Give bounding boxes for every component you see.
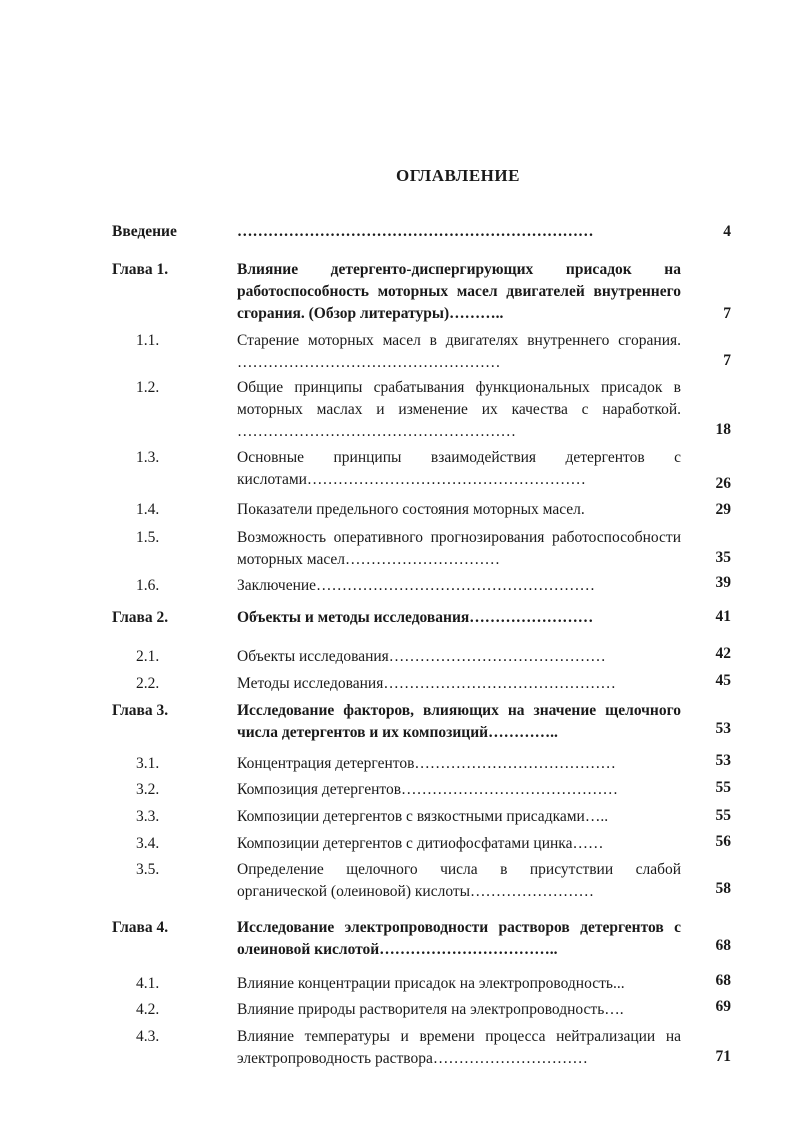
- toc-entry-page: 68: [715, 972, 731, 989]
- toc-entry-page: 18: [715, 421, 731, 438]
- toc-entry-text: ……………………………………………………………: [237, 223, 594, 240]
- toc-entry-page: 35: [715, 549, 731, 566]
- toc-entry-number: 1.5.: [136, 529, 160, 546]
- toc-entry-text: Определение щелочного числа в присутствии слабой органической (олеиновой) кислоты……………………: [237, 861, 681, 900]
- toc-entry-text: Исследование электропроводности растворов детергентов с олеиновой кислотой……………………………..: [237, 919, 681, 958]
- toc-entry-page: 29: [715, 501, 731, 518]
- toc-entry-number: Глава 2.: [112, 609, 169, 626]
- toc-entry-page: 41: [715, 608, 731, 625]
- toc-entry-text: Композиции детергентов с дитиофосфатами цинка……: [237, 835, 604, 852]
- toc-entry-page: 55: [715, 807, 731, 824]
- toc-entry-text: Общие принципы срабатывания функциональных присадок в моторных маслах и изменение их качества с наработкой. ………………………………………………: [237, 379, 681, 440]
- toc-entry-page: 53: [715, 752, 731, 769]
- toc-entry-number: 4.3.: [136, 1028, 160, 1045]
- toc-entry-page: 53: [715, 720, 731, 737]
- toc-entry-number: 3.4.: [136, 835, 160, 852]
- toc-entry-page: 42: [715, 645, 731, 662]
- toc-entry-text: Старение моторных масел в двигателях внутреннего сгорания. ……………………………………………: [237, 332, 681, 371]
- toc-entry-text: Основные принципы взаимодействия детергентов с кислотами………………………………………………: [237, 449, 681, 488]
- toc-entry-number: 1.4.: [136, 501, 160, 518]
- toc-entry-text: Влияние температуры и времени процесса нейтрализации на электропроводность раствора…………………………: [237, 1028, 681, 1067]
- toc-entry-text: Влияние природы растворителя на электропроводность….: [237, 1001, 624, 1018]
- toc-entry-number: 2.1.: [136, 648, 160, 665]
- toc-entry-page: 7: [723, 352, 731, 369]
- toc-entry-text: Исследование факторов, влияющих на значение щелочного числа детергентов и их композиций…………..: [237, 702, 681, 741]
- toc-entry-number: Глава 4.: [112, 919, 169, 936]
- toc-entry-page: 55: [715, 779, 731, 796]
- toc-entry-page: 68: [715, 937, 731, 954]
- toc-entry-text: Показатели предельного состояния моторных масел.: [237, 501, 585, 518]
- toc-entry-page: 39: [715, 574, 731, 591]
- toc-entry-number: 1.6.: [136, 577, 160, 594]
- toc-entry-text: Объекты и методы исследования……………………: [237, 609, 594, 626]
- toc-entry-number: 1.1.: [136, 332, 160, 349]
- toc-entry-number: Введение: [112, 223, 177, 240]
- toc-entry-text: Заключение………………………………………………: [237, 577, 596, 594]
- toc-entry-number: Глава 1.: [112, 261, 169, 278]
- toc-entry-text: Влияние концентрации присадок на электропроводность...: [237, 975, 625, 992]
- toc-entry-page: 56: [715, 833, 731, 850]
- toc-entry-page: 69: [715, 998, 731, 1015]
- toc-entry-number: 1.2.: [136, 379, 160, 396]
- toc-entry-number: 3.3.: [136, 808, 160, 825]
- toc-entry-page: 4: [723, 223, 731, 240]
- toc-entry-number: 3.1.: [136, 755, 160, 772]
- toc-entry-page: 71: [715, 1048, 731, 1065]
- toc-entry-page: 45: [715, 672, 731, 689]
- toc-entry-number: 1.3.: [136, 449, 160, 466]
- toc-entry-number: 3.5.: [136, 861, 160, 878]
- toc-entry-page: 7: [723, 305, 731, 322]
- toc-entry-text: Композиции детергентов с вязкостными присадками…..: [237, 808, 609, 825]
- toc-title: ОГЛАВЛЕНИЕ: [396, 166, 520, 185]
- toc-entry-text: Методы исследования………………………………………: [237, 675, 616, 692]
- toc-entry-text: Объекты исследования……………………………………: [237, 648, 606, 665]
- toc-entry-text: Концентрация детергентов…………………………………: [237, 755, 616, 772]
- toc-entry-number: 4.1.: [136, 975, 160, 992]
- toc-entry-number: Глава 3.: [112, 702, 169, 719]
- toc-entry-number: 4.2.: [136, 1001, 160, 1018]
- toc-entry-number: 3.2.: [136, 781, 160, 798]
- toc-entry-text: Композиция детергентов……………………………………: [237, 781, 619, 798]
- toc-entry-page: 58: [715, 880, 731, 897]
- toc-entry-text: Возможность оперативного прогнозирования работоспособности моторных масел…………………………: [237, 529, 681, 568]
- toc-entry-number: 2.2.: [136, 675, 160, 692]
- toc-entry-text: Влияние детергенто-диспергирующих присадок на работоспособность моторных масел двигателей внутреннего сгорания. (Обзор литературы)………..: [237, 261, 681, 322]
- toc-entry-page: 26: [715, 475, 731, 492]
